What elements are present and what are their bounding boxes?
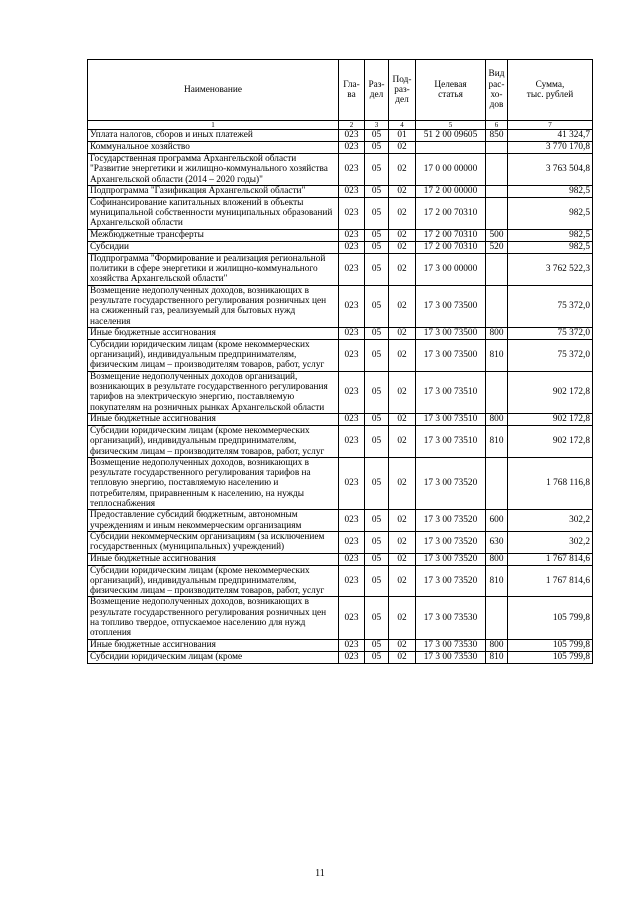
table-row: [88, 253, 593, 285]
row-vid: 810: [486, 565, 508, 597]
row-podrazdel: 02: [389, 142, 416, 154]
row-vid: [486, 253, 508, 285]
row-name: Коммунальное хозяйство: [88, 142, 339, 154]
table-row: [88, 130, 593, 142]
row-summa: 982,5: [508, 185, 593, 197]
row-razdel: 05: [365, 371, 389, 413]
row-vid: 500: [486, 229, 508, 241]
row-razdel: 05: [365, 413, 389, 425]
row-vid: 520: [486, 241, 508, 253]
table-row: [88, 639, 593, 651]
row-podrazdel: 02: [389, 651, 416, 663]
row-vid: 850: [486, 130, 508, 142]
table-row: [88, 510, 593, 532]
row-summa: 75 372,0: [508, 285, 593, 327]
row-summa: 75 372,0: [508, 327, 593, 339]
row-statya: 17 2 00 70310: [416, 241, 486, 253]
row-name: Подпрограмма "Газификация Архангельской области": [88, 185, 339, 197]
row-summa: 982,5: [508, 229, 593, 241]
row-summa: 982,5: [508, 197, 593, 229]
row-summa: 105 799,8: [508, 651, 593, 663]
row-glava: 023: [339, 327, 365, 339]
row-vid: 800: [486, 327, 508, 339]
col-number: 1: [88, 121, 339, 130]
page-number: 11: [315, 868, 325, 879]
row-statya: 17 3 00 73510: [416, 413, 486, 425]
row-glava: 023: [339, 253, 365, 285]
table-row: [88, 241, 593, 253]
row-glava: 023: [339, 241, 365, 253]
row-name: Субсидии юридическим лицам (кроме: [88, 651, 339, 663]
row-podrazdel: 02: [389, 241, 416, 253]
row-statya: 17 3 00 73500: [416, 339, 486, 371]
row-summa: 302,2: [508, 531, 593, 553]
row-name: Межбюджетные трансферты: [88, 229, 339, 241]
row-name: Возмещение недополученных доходов, возникающих в результате государственного регулирования тарифов на тепловую энергию, поставляемую населению и потребителям, приравненным к населению, на нужды теплоснабжения: [88, 457, 339, 509]
row-statya: 17 3 00 00000: [416, 253, 486, 285]
row-podrazdel: 02: [389, 553, 416, 565]
row-summa: 41 324,7: [508, 130, 593, 142]
row-name: Субсидии некоммерческим организациям (за исключением государственных (муниципальных) учреждений): [88, 531, 339, 553]
table-row: [88, 285, 593, 327]
col-razdel-header: Раз- дел: [365, 60, 389, 121]
table-row: [88, 197, 593, 229]
budget-table: [87, 59, 593, 664]
col-statya-header: Целевая статья: [416, 60, 486, 121]
row-vid: 800: [486, 413, 508, 425]
row-podrazdel: 02: [389, 154, 416, 186]
row-glava: 023: [339, 154, 365, 186]
row-vid: 600: [486, 510, 508, 532]
row-vid: 810: [486, 651, 508, 663]
table-row: [88, 371, 593, 413]
row-podrazdel: 02: [389, 339, 416, 371]
row-statya: 17 0 00 00000: [416, 154, 486, 186]
row-statya: 51 2 00 09605: [416, 130, 486, 142]
row-podrazdel: 02: [389, 185, 416, 197]
row-podrazdel: 02: [389, 597, 416, 639]
row-statya: 17 2 00 70310: [416, 197, 486, 229]
row-razdel: 05: [365, 553, 389, 565]
row-glava: 023: [339, 565, 365, 597]
col-vid-header: Вид рас- хо- дов: [486, 60, 508, 121]
row-razdel: 05: [365, 597, 389, 639]
row-statya: 17 3 00 73530: [416, 639, 486, 651]
row-podrazdel: 02: [389, 565, 416, 597]
row-razdel: 05: [365, 425, 389, 457]
row-vid: 630: [486, 531, 508, 553]
row-glava: 023: [339, 510, 365, 532]
row-razdel: 05: [365, 130, 389, 142]
row-summa: 3 763 504,8: [508, 154, 593, 186]
row-summa: 902 172,8: [508, 413, 593, 425]
col-number: 4: [389, 121, 416, 130]
row-name: Субсидии юридическим лицам (кроме некоммерческих организаций), индивидуальным предпринимателям, физическим лицам – производителям товаров, работ, услуг: [88, 425, 339, 457]
row-podrazdel: 02: [389, 531, 416, 553]
row-razdel: 05: [365, 185, 389, 197]
row-vid: 800: [486, 553, 508, 565]
row-name: Возмещение недополученных доходов, возникающих в результате государственного регулирования розничных цен на топливо твердое, отпускаемое населению для нужд отопления: [88, 597, 339, 639]
col-number: 5: [416, 121, 486, 130]
row-glava: 023: [339, 339, 365, 371]
row-summa: 105 799,8: [508, 639, 593, 651]
row-podrazdel: 02: [389, 639, 416, 651]
row-name: Подпрограмма "Формирование и реализация региональной политики в сфере энергетики и жилищно-коммунального хозяйства Архангельской области": [88, 253, 339, 285]
row-glava: 023: [339, 651, 365, 663]
row-razdel: 05: [365, 253, 389, 285]
row-statya: 17 3 00 73520: [416, 510, 486, 532]
table-row: [88, 565, 593, 597]
col-name-header: Наименование: [88, 60, 339, 121]
row-summa: 105 799,8: [508, 597, 593, 639]
table-row: [88, 185, 593, 197]
row-glava: 023: [339, 553, 365, 565]
row-razdel: 05: [365, 565, 389, 597]
row-glava: 023: [339, 639, 365, 651]
row-statya: [416, 142, 486, 154]
row-podrazdel: 02: [389, 371, 416, 413]
row-name: Софинансирование капитальных вложений в объекты муниципальной собственности муниципальных образований Архангельской области: [88, 197, 339, 229]
row-glava: 023: [339, 531, 365, 553]
row-vid: [486, 285, 508, 327]
row-razdel: 05: [365, 229, 389, 241]
row-statya: 17 3 00 73520: [416, 565, 486, 597]
header-row: [88, 60, 593, 121]
col-podrazdel-header: Под- раз- дел: [389, 60, 416, 121]
row-glava: 023: [339, 197, 365, 229]
column-number-row: [88, 121, 593, 130]
row-vid: [486, 457, 508, 509]
table-row: [88, 553, 593, 565]
row-glava: 023: [339, 413, 365, 425]
row-glava: 023: [339, 285, 365, 327]
row-statya: 17 3 00 73530: [416, 597, 486, 639]
row-vid: [486, 197, 508, 229]
row-statya: 17 3 00 73530: [416, 651, 486, 663]
row-summa: 902 172,8: [508, 425, 593, 457]
row-podrazdel: 01: [389, 130, 416, 142]
row-name: Предоставление субсидий бюджетным, автономным учреждениям и иным некоммерческим организациям: [88, 510, 339, 532]
row-name: Государственная программа Архангельской области "Развитие энергетики и жилищно-коммунального хозяйства Архангельской области (2014 – 2020 годы)": [88, 154, 339, 186]
col-number: 7: [508, 121, 593, 130]
table-row: [88, 154, 593, 186]
row-glava: 023: [339, 185, 365, 197]
row-glava: 023: [339, 142, 365, 154]
row-podrazdel: 02: [389, 327, 416, 339]
table-row: [88, 457, 593, 509]
row-podrazdel: 02: [389, 197, 416, 229]
row-razdel: 05: [365, 154, 389, 186]
row-podrazdel: 02: [389, 253, 416, 285]
row-statya: 17 3 00 73510: [416, 371, 486, 413]
row-name: Иные бюджетные ассигнования: [88, 553, 339, 565]
row-vid: [486, 185, 508, 197]
row-razdel: 05: [365, 651, 389, 663]
row-razdel: 05: [365, 510, 389, 532]
row-summa: 3 762 522,3: [508, 253, 593, 285]
table-row: [88, 327, 593, 339]
row-glava: 023: [339, 371, 365, 413]
row-glava: 023: [339, 425, 365, 457]
row-razdel: 05: [365, 142, 389, 154]
row-vid: 810: [486, 339, 508, 371]
row-razdel: 05: [365, 457, 389, 509]
row-razdel: 05: [365, 285, 389, 327]
row-name: Субсидии юридическим лицам (кроме некоммерческих организаций), индивидуальным предпринимателям, физическим лицам – производителям товаров, работ, услуг: [88, 339, 339, 371]
row-vid: 810: [486, 425, 508, 457]
row-summa: 982,5: [508, 241, 593, 253]
row-glava: 023: [339, 130, 365, 142]
row-name: Возмещение недополученных доходов, возникающих в результате государственного регулирования розничных цен на сжиженный газ, реализуемый для бытовых нужд населения: [88, 285, 339, 327]
row-razdel: 05: [365, 241, 389, 253]
row-vid: [486, 371, 508, 413]
row-name: Иные бюджетные ассигнования: [88, 327, 339, 339]
row-podrazdel: 02: [389, 457, 416, 509]
row-vid: [486, 154, 508, 186]
row-name: Субсидии: [88, 241, 339, 253]
table-row: [88, 597, 593, 639]
table-row: [88, 425, 593, 457]
row-vid: [486, 142, 508, 154]
row-statya: 17 3 00 73500: [416, 285, 486, 327]
row-podrazdel: 02: [389, 510, 416, 532]
row-podrazdel: 02: [389, 285, 416, 327]
row-razdel: 05: [365, 639, 389, 651]
row-statya: 17 3 00 73520: [416, 531, 486, 553]
row-razdel: 05: [365, 197, 389, 229]
row-podrazdel: 02: [389, 413, 416, 425]
row-vid: 800: [486, 639, 508, 651]
row-razdel: 05: [365, 339, 389, 371]
row-summa: 902 172,8: [508, 371, 593, 413]
row-statya: 17 3 00 73520: [416, 457, 486, 509]
row-vid: [486, 597, 508, 639]
row-podrazdel: 02: [389, 425, 416, 457]
table-row: [88, 413, 593, 425]
table-row: [88, 531, 593, 553]
table-row: [88, 339, 593, 371]
col-number: 2: [339, 121, 365, 130]
table-row: [88, 142, 593, 154]
row-statya: 17 2 00 70310: [416, 229, 486, 241]
col-number: 6: [486, 121, 508, 130]
row-summa: 302,2: [508, 510, 593, 532]
row-razdel: 05: [365, 531, 389, 553]
row-name: Иные бюджетные ассигнования: [88, 413, 339, 425]
row-summa: 1 767 814,6: [508, 553, 593, 565]
row-glava: 023: [339, 229, 365, 241]
col-number: 3: [365, 121, 389, 130]
row-statya: 17 3 00 73500: [416, 327, 486, 339]
row-summa: 75 372,0: [508, 339, 593, 371]
col-summa-header: Сумма, тыс. рублей: [508, 60, 593, 121]
row-name: Субсидии юридическим лицам (кроме некоммерческих организаций), индивидуальным предпринимателям, физическим лицам – производителям товаров, работ, услуг: [88, 565, 339, 597]
row-statya: 17 2 00 00000: [416, 185, 486, 197]
table-row: [88, 651, 593, 663]
row-statya: 17 3 00 73520: [416, 553, 486, 565]
table-row: [88, 229, 593, 241]
row-glava: 023: [339, 457, 365, 509]
row-name: Возмещение недополученных доходов организаций, возникающих в результате государственного регулирования тарифов на электрическую энергию, поставляемую покупателям на розничных рынках Архангельской области: [88, 371, 339, 413]
row-podrazdel: 02: [389, 229, 416, 241]
row-summa: 3 770 170,8: [508, 142, 593, 154]
row-name: Иные бюджетные ассигнования: [88, 639, 339, 651]
row-razdel: 05: [365, 327, 389, 339]
row-summa: 1 768 116,8: [508, 457, 593, 509]
row-glava: 023: [339, 597, 365, 639]
col-glava-header: Гла- ва: [339, 60, 365, 121]
row-statya: 17 3 00 73510: [416, 425, 486, 457]
row-name: Уплата налогов, сборов и иных платежей: [88, 130, 339, 142]
row-summa: 1 767 814,6: [508, 565, 593, 597]
